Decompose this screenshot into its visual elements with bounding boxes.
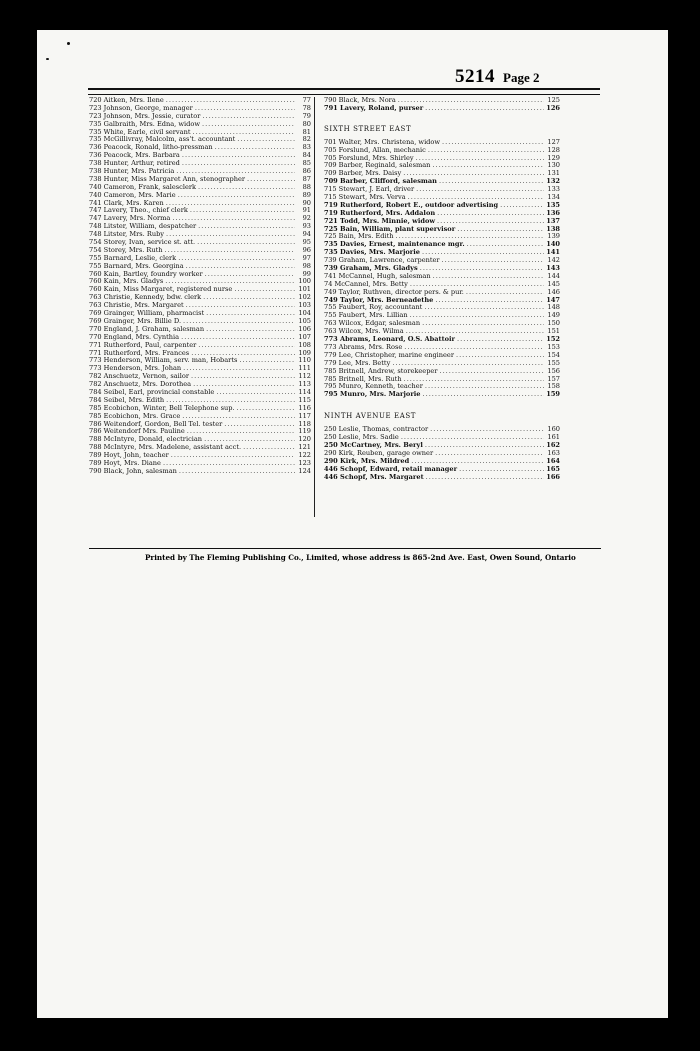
- entry-line-number: 142: [547, 256, 560, 265]
- entry-name: 782 Anschuetz, Vernon, sailor: [89, 372, 189, 381]
- leader-dots: [425, 383, 544, 391]
- header-rule: [88, 88, 600, 95]
- entry-line-number: 86: [302, 167, 311, 176]
- leader-dots: [425, 442, 544, 450]
- entry-line-number: 154: [547, 350, 560, 359]
- entry-name: 789 Hoyt, Mrs. Diane: [89, 458, 161, 467]
- leader-dots: [428, 147, 544, 155]
- leader-dots: [467, 241, 544, 249]
- entry-line-number: 135: [546, 200, 560, 209]
- leader-dots: [425, 105, 544, 113]
- entry-line-number: 102: [298, 293, 311, 302]
- entry-name: 736 Peacock, Mrs. Barbara: [89, 151, 180, 160]
- entry-line-number: 85: [302, 159, 311, 168]
- entry-name: 735 Galbraith, Mrs. Edna, widow: [89, 119, 200, 128]
- entry-name: 735 Davies, Mrs. Marjorie: [324, 248, 420, 257]
- entry-name: 747 Lavery, Theo., chief clerk: [89, 206, 188, 215]
- leader-dots: [178, 255, 295, 263]
- entry-name: 763 Wilcox, Edgar, salesman: [324, 319, 421, 328]
- entry-name: 719 Rutherford, Robert E., outdoor advertising: [324, 200, 499, 209]
- entry-name: 748 Litster, Mrs. Ruby: [89, 230, 165, 239]
- entry-line-number: 137: [546, 216, 560, 225]
- entry-name: 709 Barber, Mrs. Daisy: [324, 169, 402, 178]
- entry-name: 719 Rutherford, Mrs. Addalon: [324, 208, 436, 217]
- leader-dots: [171, 452, 295, 460]
- entry-line-number: 79: [302, 111, 311, 120]
- leader-dots: [457, 336, 544, 344]
- entry-name: 755 Barnard, Leslie, clerk: [89, 253, 177, 262]
- leader-dots: [239, 357, 295, 365]
- entry-name: 715 Stewart, J. Earl, driver: [324, 185, 415, 194]
- leader-dots: [237, 405, 295, 413]
- entry-line-number: 94: [302, 230, 311, 239]
- entry-name: 723 Johnson, Mrs. Jessie, curator: [89, 111, 201, 120]
- entry-line-number: 116: [298, 403, 311, 412]
- entry-line-number: 84: [302, 151, 311, 160]
- leader-dots: [181, 334, 295, 342]
- entry-name: 749 Taylor, Ruthven, director pers. & pur.: [324, 287, 464, 296]
- leader-dots: [435, 450, 544, 458]
- entry-line-number: 108: [298, 340, 311, 349]
- entry-name: 446 Schopf, Mrs. Margaret: [324, 472, 424, 481]
- leader-dots: [435, 297, 544, 305]
- leader-dots: [198, 342, 295, 350]
- entry-name: 789 Hoyt, John, teacher: [89, 451, 169, 460]
- entry-line-number: 145: [547, 279, 560, 288]
- entry-name: 709 Barber, Clifford, salesman: [324, 177, 437, 186]
- entry-line-number: 136: [546, 208, 560, 217]
- entry-name: 735 White, Earle, civil servant: [89, 127, 191, 136]
- leader-dots: [439, 368, 544, 376]
- entry-name: 738 Hunter, Arthur, retired: [89, 159, 180, 168]
- leader-dots: [216, 389, 295, 397]
- leader-dots: [439, 178, 544, 186]
- leader-dots: [165, 247, 296, 255]
- entry-line-number: 106: [298, 324, 311, 333]
- entry-line-number: 117: [298, 411, 311, 420]
- entry-name: 748 Litster, William, despatcher: [89, 222, 197, 231]
- entry-name: 795 Munro, Mrs. Marjorie: [324, 390, 421, 399]
- entry-line-number: 129: [547, 153, 560, 162]
- entry-name: 769 Grainger, William, pharmacist: [89, 309, 205, 318]
- entry-line-number: 166: [546, 472, 560, 481]
- entry-line-number: 160: [547, 425, 560, 434]
- entry-line-number: 101: [298, 285, 311, 294]
- entry-line-number: 111: [298, 364, 311, 373]
- entry-line-number: 77: [302, 96, 311, 104]
- entry-line-number: 121: [298, 443, 311, 452]
- entry-name: 785 Ecobichon, Mrs. Grace: [89, 411, 181, 420]
- entry-line-number: 127: [547, 137, 560, 146]
- entry-name: 721 Todd, Mrs. Minnie, widow: [324, 216, 436, 225]
- entry-name: 747 Lavery, Mrs. Norma: [89, 214, 171, 223]
- entry-line-number: 107: [298, 332, 311, 341]
- entry-line-number: 104: [298, 309, 311, 318]
- leader-dots: [456, 352, 544, 360]
- entry-name: 790 Black, John, salesman: [89, 466, 177, 475]
- leader-dots: [203, 294, 295, 302]
- right-bottom-list: [324, 426, 560, 481]
- entry-name: 779 Lee, Christopher, marine engineer: [324, 350, 454, 359]
- leader-dots: [182, 160, 295, 168]
- leader-dots: [437, 210, 544, 218]
- entry-name: 738 Hunter, Miss Margaret Ann, stenographer: [89, 174, 246, 183]
- entry-name: 250 McCartney, Mrs. Beryl: [324, 440, 423, 449]
- directory-entry: [89, 468, 311, 476]
- entry-name: 754 Storey, Ivan, service st. att.: [89, 238, 196, 247]
- leader-dots: [243, 444, 295, 452]
- entry-name: 738 Hunter, Mrs. Patricia: [89, 167, 175, 176]
- entry-line-number: 122: [298, 451, 311, 460]
- leader-dots: [433, 273, 544, 281]
- leader-dots: [190, 207, 295, 215]
- leader-dots: [206, 326, 295, 334]
- entry-name: 795 Munro, Kenneth, teacher: [324, 382, 423, 391]
- entry-name: 788 McIntyre, Mrs. Madelene, assistant acct.: [89, 443, 242, 452]
- entry-name: 701 Walter, Mrs. Christena, widow: [324, 137, 441, 146]
- directory-number: 5214: [455, 66, 495, 87]
- entry-line-number: 152: [546, 335, 560, 344]
- leader-dots: [422, 320, 544, 328]
- entry-name: 760 Kain, Mrs. Gladys: [89, 277, 164, 286]
- entry-line-number: 157: [547, 374, 560, 383]
- entry-name: 782 Anschuetz, Mrs. Dorothea: [89, 380, 192, 389]
- entry-line-number: 148: [547, 303, 560, 312]
- entry-name: 705 Forslund, Mrs. Shirley: [324, 153, 414, 162]
- entry-name: 250 Leslie, Thomas, contractor: [324, 425, 429, 434]
- street-heading-sixth: SIXTH STREET EAST: [324, 124, 412, 133]
- left-column: [89, 97, 311, 476]
- leader-dots: [237, 136, 295, 144]
- entry-line-number: 138: [546, 224, 560, 233]
- entry-name: 735 Davies, Ernest, maintenance mgr.: [324, 240, 465, 249]
- leader-dots: [426, 474, 544, 482]
- leader-dots: [410, 312, 544, 320]
- entry-line-number: 143: [546, 264, 560, 273]
- street-heading-ninth: NINTH AVENUE EAST: [324, 412, 417, 421]
- entry-name: 760 Kain, Bartley, foundry worker: [89, 269, 203, 278]
- entry-name: 290 Kirk, Mrs. Mildred: [324, 456, 410, 465]
- leader-dots: [195, 105, 295, 113]
- entry-line-number: 109: [298, 348, 311, 357]
- entry-name: 705 Forslund, Allan, mechanic: [324, 145, 426, 154]
- entry-name: 725 Bain, William, plant supervisor: [324, 224, 456, 233]
- entry-name: 741 Clark, Mrs. Karen: [89, 198, 164, 207]
- entry-line-number: 124: [298, 466, 311, 475]
- entry-name: 784 Seibel, Earl, provincial constable: [89, 387, 215, 396]
- entry-line-number: 132: [546, 177, 560, 186]
- entry-line-number: 110: [298, 356, 311, 365]
- entry-line-number: 89: [302, 190, 311, 199]
- footer-rule: [89, 548, 601, 549]
- leader-dots: [432, 162, 544, 170]
- leader-dots: [202, 113, 295, 121]
- entry-line-number: 125: [547, 96, 560, 104]
- entry-name: 715 Stewart, Mrs. Verva: [324, 193, 406, 202]
- entry-name: 771 Rutherford, Mrs. Frances: [89, 348, 190, 357]
- entry-line-number: 159: [546, 390, 560, 399]
- leader-dots: [500, 202, 544, 210]
- entry-line-number: 82: [302, 135, 311, 144]
- leader-dots: [404, 376, 544, 384]
- directory-entry: [324, 105, 560, 113]
- entry-name: 763 Christie, Kennedy, bdw. clerk: [89, 293, 202, 302]
- entry-line-number: 126: [546, 103, 560, 112]
- entry-line-number: 87: [302, 174, 311, 183]
- entry-line-number: 151: [547, 327, 560, 336]
- leader-dots: [466, 289, 544, 297]
- page-header: [455, 66, 539, 88]
- entry-line-number: 80: [302, 119, 311, 128]
- leader-dots: [234, 286, 295, 294]
- leader-dots: [178, 192, 295, 200]
- entry-name: 755 Barnard, Mrs. Georgina: [89, 261, 184, 270]
- entry-name: 739 Graham, Mrs. Gladys: [324, 264, 418, 273]
- entry-line-number: 91: [302, 206, 311, 215]
- entry-name: 740 Cameron, Frank, salesclerk: [89, 182, 197, 191]
- entry-name: 755 Faubert, Mrs. Lillian: [324, 311, 408, 320]
- entry-name: 446 Schopf, Edward, retail manager: [324, 464, 458, 473]
- entry-line-number: 130: [547, 161, 560, 170]
- entry-name: 770 England, J. Graham, salesman: [89, 324, 205, 333]
- entry-name: 720 Aitken, Mrs. Ilene: [89, 96, 164, 104]
- speck-mark: [46, 58, 49, 60]
- entry-line-number: 88: [302, 182, 311, 191]
- entry-name: 785 Ecobichon, Winter, Bell Telephone sup.: [89, 403, 235, 412]
- entry-line-number: 97: [302, 253, 311, 262]
- directory-entry: [324, 474, 560, 482]
- entry-name: 784 Seibel, Mrs. Edith: [89, 395, 165, 404]
- right-column: [324, 97, 560, 481]
- entry-line-number: 112: [298, 372, 311, 381]
- entry-line-number: 155: [547, 358, 560, 367]
- leader-dots: [422, 249, 544, 257]
- entry-line-number: 150: [547, 319, 560, 328]
- right-mid-list: [324, 139, 560, 399]
- entry-line-number: 105: [298, 316, 311, 325]
- entry-name: 709 Barber, Reginald, salesman: [324, 161, 431, 170]
- leader-dots: [202, 121, 295, 129]
- entry-name: 736 Peacock, Ronald, litho-pressman: [89, 143, 213, 152]
- entry-line-number: 83: [302, 143, 311, 152]
- entry-name: 74 McCannel, Mrs. Betty: [324, 279, 408, 288]
- entry-name: 749 Taylor, Mrs. Berneadethe: [324, 295, 434, 304]
- directory-entry: [324, 391, 560, 399]
- entry-line-number: 115: [298, 395, 311, 404]
- entry-line-number: 81: [302, 127, 311, 136]
- entry-line-number: 90: [302, 198, 311, 207]
- entry-line-number: 153: [547, 342, 560, 351]
- leader-dots: [457, 226, 544, 234]
- leader-dots: [424, 304, 544, 312]
- entry-line-number: 161: [547, 433, 560, 442]
- leader-dots: [197, 239, 295, 247]
- leader-dots: [191, 373, 295, 381]
- entry-line-number: 164: [546, 456, 560, 465]
- entry-line-number: 133: [547, 185, 560, 194]
- entry-line-number: 93: [302, 222, 311, 231]
- entry-line-number: 144: [547, 271, 560, 280]
- entry-name: 755 Faubert, Roy, accountant: [324, 303, 423, 312]
- entry-name: 769 Grainger, Mrs. Billie D.: [89, 316, 182, 325]
- entry-line-number: 131: [547, 169, 560, 178]
- leader-dots: [163, 460, 295, 468]
- entry-name: 250 Leslie, Mrs. Sadie: [324, 433, 399, 442]
- leader-dots: [430, 426, 544, 434]
- entry-name: 770 England, Mrs. Cynthia: [89, 332, 180, 341]
- leader-dots: [416, 155, 544, 163]
- entry-name: 788 McIntyre, Donald, electrician: [89, 435, 203, 444]
- leader-dots: [224, 421, 295, 429]
- entry-name: 754 Storey, Mrs. Ruth: [89, 245, 163, 254]
- entry-line-number: 147: [546, 295, 560, 304]
- entry-line-number: 103: [298, 301, 311, 310]
- entry-name: 760 Kain, Miss Margaret, registered nurse: [89, 285, 233, 294]
- entry-line-number: 146: [547, 287, 560, 296]
- entry-line-number: 123: [298, 458, 311, 467]
- leader-dots: [206, 310, 295, 318]
- entry-line-number: 114: [298, 387, 311, 396]
- entry-line-number: 134: [547, 193, 560, 202]
- entry-line-number: 113: [298, 380, 311, 389]
- entry-line-number: 158: [547, 382, 560, 391]
- entry-line-number: 99: [302, 269, 311, 278]
- entry-name: 763 Wilcox, Mrs. Wilma: [324, 327, 404, 336]
- entry-line-number: 95: [302, 238, 311, 247]
- leader-dots: [179, 468, 295, 476]
- entry-name: 739 Graham, Lawrence, carpenter: [324, 256, 440, 265]
- entry-name: 773 Henderson, Mrs. Johan: [89, 364, 182, 373]
- entry-name: 735 McGillivray, Malcolm, ass't. accountant: [89, 135, 236, 144]
- column-divider: [314, 97, 315, 517]
- entry-name: 740 Cameron, Mrs. Marie: [89, 190, 176, 199]
- entry-name: 723 Johnson, George, manager: [89, 103, 193, 112]
- entry-name: 773 Abrams, Mrs. Rose: [324, 342, 403, 351]
- entry-name: 790 Black, Mrs. Nora: [324, 96, 396, 104]
- entry-line-number: 141: [546, 248, 560, 257]
- entry-name: 786 Weitendorf Mrs. Pauline: [89, 427, 185, 436]
- leader-dots: [416, 186, 544, 194]
- leader-dots: [198, 223, 295, 231]
- leader-dots: [205, 271, 295, 279]
- entry-line-number: 92: [302, 214, 311, 223]
- leader-dots: [459, 466, 544, 474]
- printer-footer: Printed by The Fleming Publishing Co., Limited, whose address is 865-2nd Ave. East, Owen Sound, Ontario: [145, 553, 576, 562]
- leader-dots: [423, 391, 545, 399]
- entry-name: 785 Britnell, Andrew, storekeeper: [324, 366, 438, 375]
- entry-name: 773 Henderson, William, serv. man, Hobarts: [89, 356, 238, 365]
- leader-dots: [442, 257, 544, 265]
- entry-line-number: 96: [302, 245, 311, 254]
- entry-line-number: 156: [547, 366, 560, 375]
- entry-name: 779 Lee, Mrs. Betty: [324, 358, 391, 367]
- entry-name: 791 Lavery, Roland, purser: [324, 103, 424, 112]
- entry-line-number: 162: [546, 440, 560, 449]
- speck-mark: [67, 42, 70, 45]
- entry-line-number: 163: [547, 448, 560, 457]
- leader-dots: [187, 428, 295, 436]
- right-top-list: [324, 97, 560, 113]
- entry-line-number: 128: [547, 145, 560, 154]
- entry-line-number: 98: [302, 261, 311, 270]
- entry-name: 725 Bain, Mrs. Edith: [324, 232, 394, 241]
- entry-line-number: 118: [298, 419, 311, 428]
- leader-dots: [442, 139, 544, 147]
- entry-name: 290 Kirk, Reuben, garage owner: [324, 448, 434, 457]
- entry-name: 785 Britnell, Mrs. Ruth: [324, 374, 402, 383]
- leader-dots: [182, 152, 295, 160]
- leader-dots: [247, 176, 295, 184]
- entry-line-number: 140: [546, 240, 560, 249]
- entry-line-number: 149: [547, 311, 560, 320]
- entry-name: 763 Christie, Mrs. Margaret: [89, 301, 184, 310]
- leader-dots: [420, 265, 544, 273]
- entry-line-number: 119: [298, 427, 311, 436]
- entry-line-number: 100: [298, 277, 311, 286]
- entry-name: 773 Abrams, Leonard, O.S. Abattoir: [324, 335, 456, 344]
- entry-line-number: 165: [546, 464, 560, 473]
- leader-dots: [183, 365, 295, 373]
- entry-name: 786 Weitendorf, Gordon, Bell Tel. tester: [89, 419, 223, 428]
- page-label: Page 2: [503, 70, 540, 85]
- entry-line-number: 120: [298, 435, 311, 444]
- entry-line-number: 139: [547, 232, 560, 241]
- leader-dots: [215, 144, 295, 152]
- entry-line-number: 78: [302, 103, 311, 112]
- leader-dots: [198, 184, 295, 192]
- entry-name: 771 Rutherford, Paul, carpenter: [89, 340, 197, 349]
- entry-name: 741 McCannel, Hugh, salesman: [324, 271, 431, 280]
